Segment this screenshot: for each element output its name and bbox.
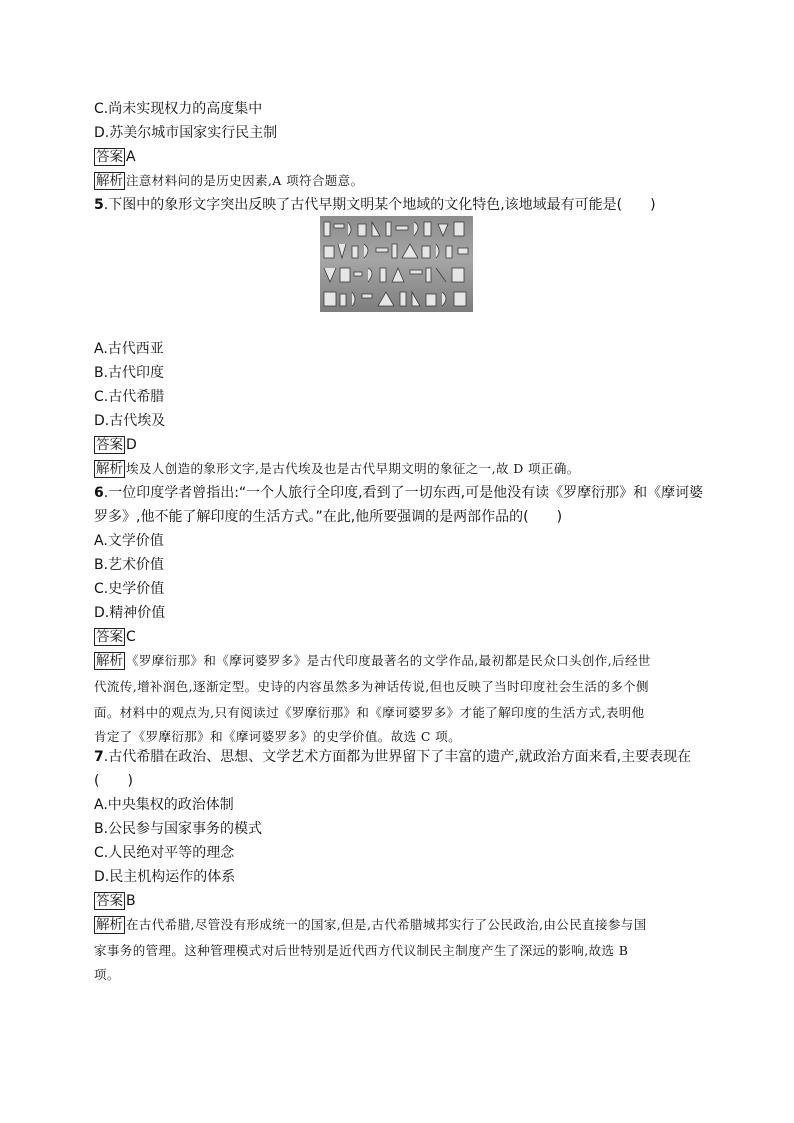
q5-option-d: D.古代埃及: [94, 413, 166, 429]
q6-explanation-line3: 面。材料中的观点为,只有阅读过《罗摩衍那》和《摩诃婆罗多》才能了解印度的生活方式,表明他: [94, 705, 645, 720]
q6-option-a: A.文学价值: [94, 533, 164, 549]
q6-explanation-line4: 肯定了《罗摩衍那》和《摩诃婆罗多》的史学价值。故选 C 项。: [94, 729, 462, 744]
q4-explanation: [94, 172, 363, 190]
explanation-text: 埃及人创造的象形文字,是古代埃及也是古代早期文明的象征之一,故 D 项正确。: [126, 461, 580, 476]
explanation-text: 注意材料问的是历史因素,A 项符合题意。: [126, 173, 364, 188]
question-number: 5: [94, 197, 104, 213]
explanation-tag: 解析: [96, 461, 123, 477]
answer-value: D: [126, 437, 137, 453]
q7-explanation-line1: [94, 916, 647, 934]
q7-answer: [94, 892, 136, 910]
q6-answer: [94, 628, 136, 646]
q7-option-a: A.中央集权的政治体制: [94, 797, 234, 813]
explanation-tag: 解析: [96, 173, 123, 189]
q7-explanation-line3: 项。: [94, 967, 120, 982]
question-number: 6: [94, 485, 104, 501]
question-number: 7: [94, 749, 104, 765]
q6-option-b: B.艺术价值: [94, 557, 165, 573]
hieroglyph-carving: [320, 216, 473, 312]
q4-option-d: D.苏美尔城市国家实行民主制: [94, 125, 278, 141]
q4-answer: [94, 148, 136, 166]
q4-option-c: C.尚未实现权力的高度集中: [94, 101, 263, 117]
question-text: .一位印度学者曾指出:“一个人旅行全印度,看到了一切东西,可是他没有读《罗摩衍那》和《摩诃婆: [103, 485, 704, 501]
q7-option-b: B.公民参与国家事务的模式: [94, 821, 263, 837]
q7-stem-line1: [94, 748, 691, 766]
q6-stem-line2: 罗多》,他不能了解印度的生活方式。”在此,他所要强调的是两部作品的( ): [94, 509, 563, 525]
q5-explanation: [94, 460, 580, 478]
q7-explanation-line2: 家事务的管理。这种管理模式对后世特别是近代西方代议制民主制度产生了深远的影响,故选 B: [94, 943, 629, 958]
explanation-text: 《罗摩衍那》和《摩诃婆罗多》是古代印度最著名的文学作品,最初都是民众口头创作,后经世: [126, 653, 651, 668]
q5-option-b: B.古代印度: [94, 365, 165, 381]
hieroglyph-image: [320, 216, 473, 312]
answer-value: A: [126, 149, 136, 165]
q6-option-d: D.精神价值: [94, 605, 166, 621]
answer-tag: 答案: [96, 893, 123, 909]
answer-tag: 答案: [96, 629, 123, 645]
question-text: .古代希腊在政治、思想、文学艺术方面都为世界留下了丰富的遗产,就政治方面来看,主要表现在: [103, 749, 692, 765]
q7-option-d: D.民主机构运作的体系: [94, 869, 236, 885]
answer-value: C: [126, 629, 136, 645]
q6-explanation-line2: 代流传,增补润色,逐渐定型。史诗的内容虽然多为神话传说,但也反映了当时印度社会生活的多个侧: [94, 679, 649, 694]
answer-tag: 答案: [96, 149, 123, 165]
q7-option-c: C.人民绝对平等的理念: [94, 845, 235, 861]
q5-option-c: C.古代希腊: [94, 389, 165, 405]
question-text: .下图中的象形文字突出反映了古代早期文明某个地域的文化特色,该地域最有可能是( ): [103, 197, 656, 213]
q5-answer: [94, 436, 137, 454]
answer-value: B: [126, 893, 136, 909]
explanation-text: 在古代希腊,尽管没有形成统一的国家,但是,古代希腊城邦实行了公民政治,由公民直接参与国: [126, 917, 647, 932]
q6-stem-line1: [94, 484, 703, 502]
explanation-tag: 解析: [96, 917, 123, 933]
q5-stem: [94, 196, 656, 214]
q6-explanation-line1: [94, 652, 651, 670]
q5-option-a: A.古代西亚: [94, 341, 164, 357]
answer-tag: 答案: [96, 437, 123, 453]
q6-option-c: C.史学价值: [94, 581, 165, 597]
explanation-tag: 解析: [96, 653, 123, 669]
q7-stem-line2: ( ): [94, 773, 133, 789]
